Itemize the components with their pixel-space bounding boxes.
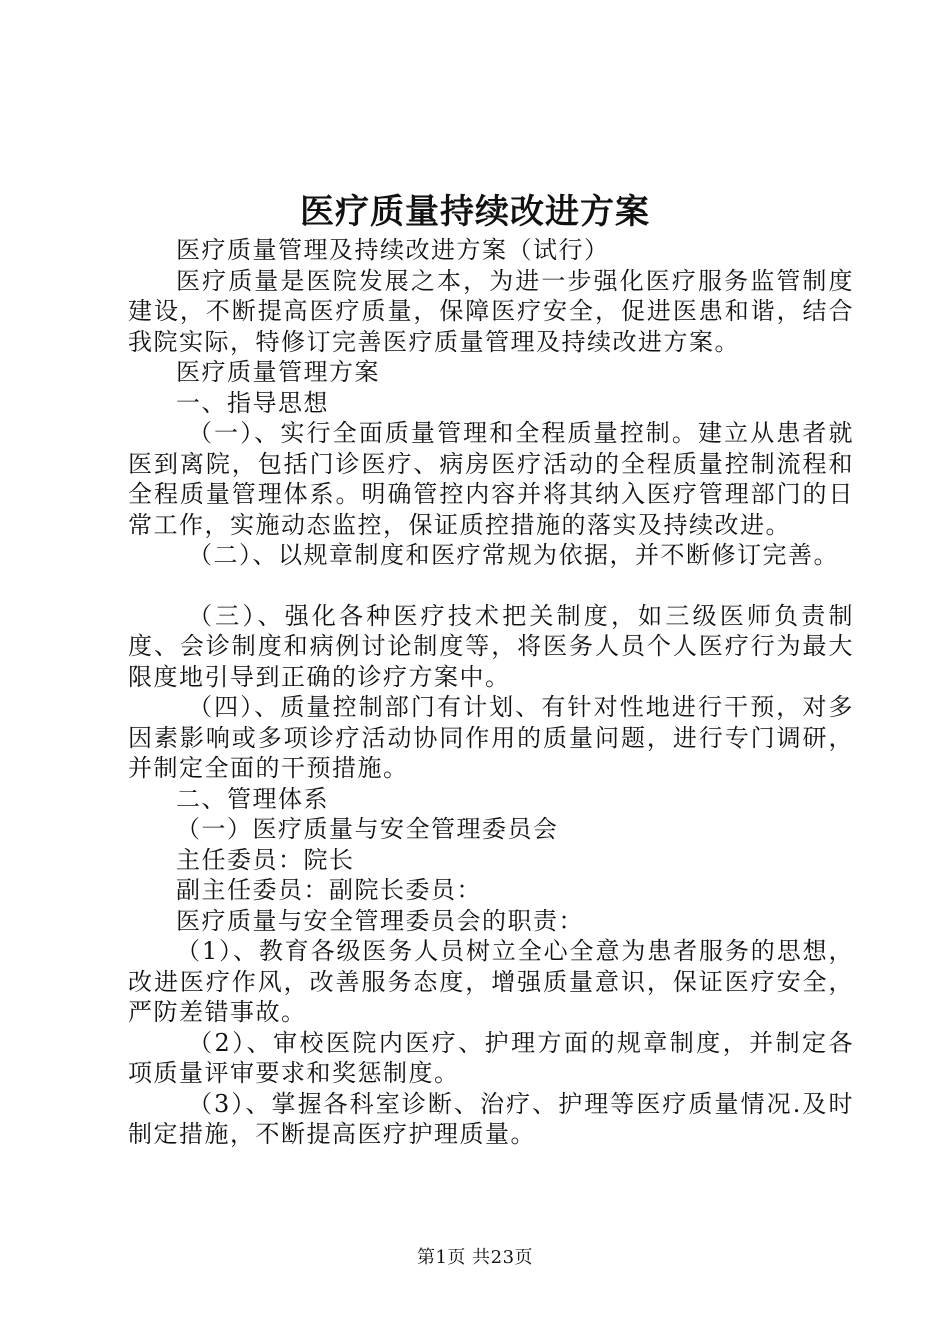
- paragraph-item-2: （二）、以规章制度和医疗常规为依据，并不断修订完善。: [188, 541, 839, 569]
- paragraph-duty-2: （2）、审校医院内医疗、护理方面的规章制度，并制定各项质量评审要求和奖惩制度。: [128, 1028, 854, 1087]
- paragraph-committee-duties: 医疗质量与安全管理委员会的职责：: [176, 906, 584, 935]
- document-body: [128, 235, 854, 1150]
- paragraph-director: 主任委员：院长: [176, 845, 355, 874]
- paragraph-item-3: （三）、强化各种医疗技术把关制度，如三级医师负责制度、会诊制度和病例讨论制度等，将医务人员个人医疗行为最大限度地引导到正确的诊疗方案中。: [128, 601, 854, 691]
- paragraph-intro: 医疗质量是医院发展之本，为进一步强化医疗服务监管制度建设，不断提高医疗质量，保障医疗安全，促进医患和谐，结合我院实际，特修订完善医疗质量管理及持续改进方案。: [128, 266, 854, 356]
- paragraph-duty-1: （1）、教育各级医务人员树立全心全意为患者服务的思想，改进医疗作风，改善服务态度，增强质量意识，保证医疗安全，严防差错事故。: [128, 937, 854, 1026]
- paragraph-item-1: （一）、实行全面质量管理和全程质量控制。建立从患者就医到离院，包括门诊医疗、病房医疗活动的全程质量控制流程和全程质量管理体系。明确管控内容并将其纳入医疗管理部门的日常工作，实施动态监控，保证质控措施的落实及持续改进。: [128, 419, 854, 539]
- section-heading-management-system: 二、管理体系: [176, 784, 329, 813]
- paragraph-duty-3: （3）、掌握各科室诊断、治疗、护理等医疗质量情况.及时制定措施，不断提高医疗护理质量。: [128, 1089, 854, 1148]
- paragraph-subtitle: 医疗质量管理及持续改进方案（试行）: [176, 236, 610, 264]
- paragraph-deputy-director: 副主任委员：副院长委员：: [176, 876, 482, 904]
- document-title: 医疗质量持续改进方案: [300, 192, 650, 232]
- paragraph-committee-heading: （一）医疗质量与安全管理委员会: [176, 815, 559, 843]
- paragraph-plan-heading: 医疗质量管理方案: [176, 358, 380, 386]
- paragraph-item-4: （四）、质量控制部门有计划、有针对性地进行干预，对多因素影响或多项诊疗活动协同作用的质量问题，进行专门调研，并制定全面的干预措施。: [128, 693, 854, 782]
- section-heading-guiding-thought: 一、指导思想: [176, 388, 329, 417]
- page-footer: 第1页 共23页: [416, 1247, 534, 1268]
